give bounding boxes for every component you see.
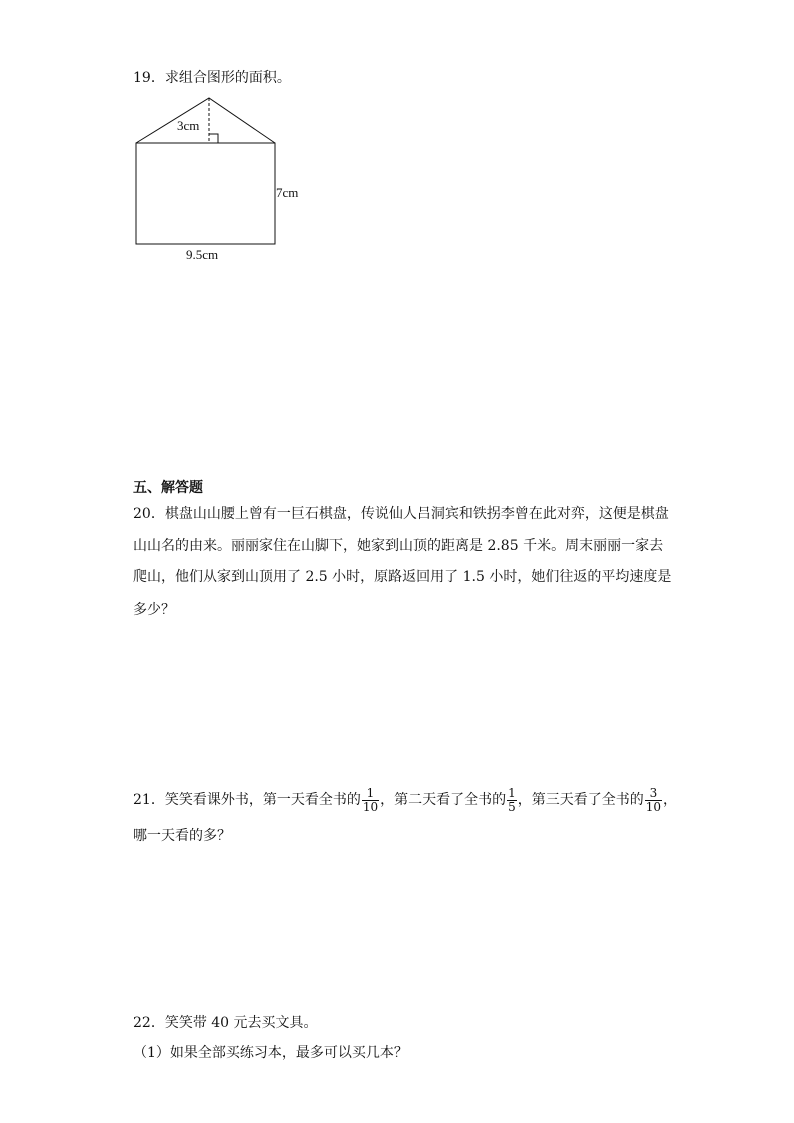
question-20-line-2: 山山名的由来。丽丽家住在山脚下，她家到山顶的距离是 2.85 千米。周末丽丽一家去	[133, 538, 664, 554]
question-22-text: 22．笑笑带 40 元去买文具。	[133, 1015, 318, 1031]
fraction-numerator: 3	[645, 787, 662, 801]
question-21-part-1: 21．笑笑看课外书，第一天看全书的	[133, 792, 361, 808]
question-20-line-3: 爬山，他们从家到山顶用了 2.5 小时，原路返回用了 1.5 小时，她们往返的平均速度是	[133, 569, 672, 585]
fraction-one-fifth	[507, 787, 517, 814]
fraction-denominator: 10	[645, 799, 662, 814]
question-21-part-3: ，第三天看了全书的	[517, 792, 644, 808]
right-angle-mark	[209, 134, 218, 143]
question-22-sub-1: （1）如果全部买练习本，最多可以买几本？	[133, 1045, 408, 1061]
fraction-denominator: 5	[508, 799, 516, 814]
base-label: 9.5cm	[186, 247, 219, 262]
height-label: 3cm	[177, 118, 200, 133]
rectangle-outline	[136, 143, 275, 244]
question-21-part-2: ，第二天看了全书的	[380, 792, 507, 808]
fraction-denominator: 10	[362, 799, 379, 814]
question-21-line-1	[133, 785, 677, 815]
question-21-part-4: ，	[663, 792, 678, 808]
triangle-outline	[136, 98, 275, 143]
composite-figure	[120, 90, 320, 265]
question-20-line-4: 多少？	[133, 602, 175, 618]
fraction-numerator: 1	[508, 785, 516, 800]
side-label: 7cm	[276, 185, 299, 200]
fraction-one-tenth	[362, 787, 379, 814]
question-19-text: 19．求组合图形的面积。	[133, 70, 291, 86]
section-title: 五、解答题	[133, 480, 203, 496]
fraction-three-tenths	[645, 787, 662, 814]
question-21-line-2: 哪一天看的多？	[133, 828, 231, 844]
question-20-line-1: 20．棋盘山山腰上曾有一巨石棋盘，传说仙人吕洞宾和铁拐李曾在此对弈，这便是棋盘	[133, 506, 669, 522]
fraction-numerator: 1	[362, 787, 379, 801]
